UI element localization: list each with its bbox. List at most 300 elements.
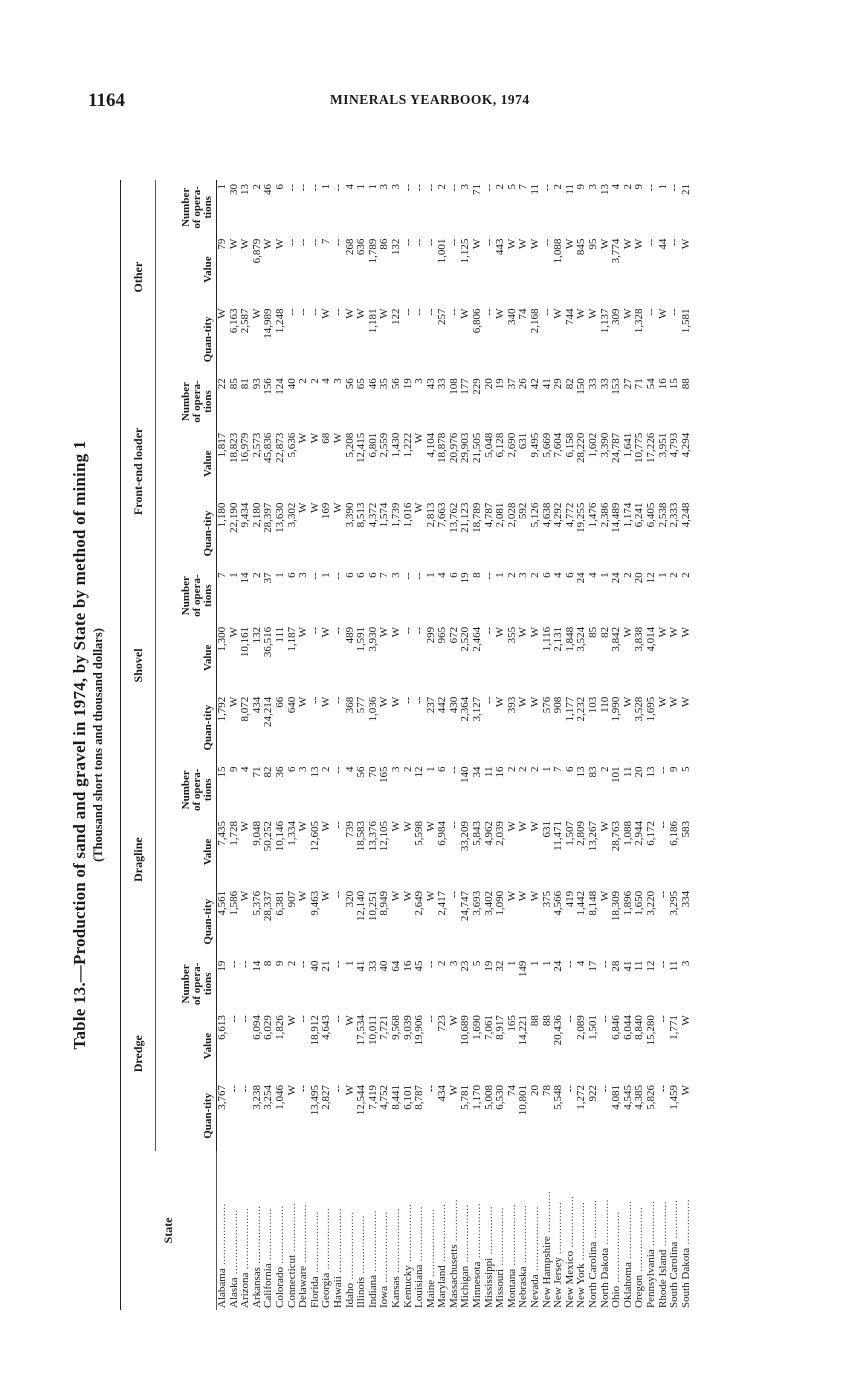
quantity-cell: W: [308, 502, 321, 513]
value-cell: 631: [517, 432, 530, 450]
quantity-cell: 3,302: [285, 502, 298, 528]
value-cell: 965: [436, 626, 449, 644]
quantity-cell: W: [517, 696, 530, 708]
value-cell: 1,187: [285, 626, 298, 652]
operations-cell: 2: [494, 184, 507, 190]
quantity-cell: --: [285, 308, 298, 316]
table-row: [368, 180, 380, 1310]
quantity-cell: 3,238: [250, 1084, 263, 1110]
operations-cell: 3: [413, 378, 426, 384]
value-cell: 6,879: [250, 238, 263, 264]
column-subheader: Value: [156, 817, 217, 887]
state-name: South Dakota: [679, 1247, 692, 1308]
operations-cell: 71: [471, 184, 484, 195]
quantity-cell: --: [401, 308, 414, 316]
quantity-cell: --: [424, 308, 437, 316]
quantity-cell: 6,530: [494, 1084, 507, 1110]
quantity-cell: 320: [343, 890, 356, 908]
value-cell: 3,842: [610, 626, 623, 652]
state-name-cell: Delaware ..................: [297, 1204, 310, 1308]
table-row: [321, 180, 333, 1310]
operations-cell: 40: [308, 960, 321, 972]
state-name-cell: South Dakota ..............: [679, 1199, 692, 1308]
operations-cell: 46: [366, 378, 379, 390]
operations-cell: 12: [644, 572, 657, 584]
operations-cell: --: [331, 572, 344, 580]
state-name-cell: North Carolina ............: [587, 1199, 599, 1308]
value-cell: 6,846: [610, 1015, 623, 1040]
value-cell: --: [239, 1015, 252, 1023]
operations-cell: 26: [517, 378, 530, 390]
quantity-cell: W: [494, 308, 507, 319]
table-row: [379, 180, 391, 1310]
value-cell: 583: [679, 821, 692, 838]
operations-cell: 2: [517, 766, 530, 773]
operations-cell: --: [447, 184, 460, 192]
state-name-cell: South Carolina ............: [668, 1199, 681, 1308]
value-cell: W: [262, 238, 275, 250]
table-row: [623, 180, 635, 1310]
quantity-cell: 1,459: [668, 1084, 681, 1110]
quantity-cell: 7,663: [436, 502, 449, 528]
value-cell: 10,011: [366, 1015, 379, 1046]
value-cell: 44: [656, 238, 669, 250]
quantity-cell: 1,328: [633, 308, 646, 334]
value-cell: 14,221: [517, 1015, 530, 1046]
value-cell: 2,089: [575, 1015, 588, 1040]
value-cell: 45,836: [262, 432, 275, 464]
quantity-cell: 1,574: [378, 502, 391, 528]
quantity-cell: W: [343, 308, 356, 319]
state-name-cell: New Hampshire .............: [540, 1190, 553, 1308]
operations-cell: 11: [563, 184, 576, 195]
operations-cell: 64: [389, 960, 402, 972]
state-name: Delaware: [297, 1265, 310, 1308]
value-cell: 7: [320, 238, 333, 245]
operations-cell: 33: [436, 378, 449, 390]
state-name: Missouri: [494, 1268, 507, 1308]
operations-cell: 6: [540, 572, 553, 578]
operations-cell: 177: [459, 378, 472, 395]
operations-cell: 4: [239, 766, 252, 773]
quantity-cell: W: [459, 308, 472, 319]
state-name-cell: Arkansas ..................: [250, 1205, 263, 1308]
value-cell: 29,903: [459, 432, 472, 464]
operations-cell: 70: [366, 766, 379, 778]
operations-cell: --: [239, 960, 252, 968]
state-name-cell: Connecticut ...............: [285, 1202, 298, 1308]
table-row: [611, 180, 623, 1310]
state-name: New York: [575, 1263, 588, 1308]
operations-cell: --: [598, 960, 611, 968]
operations-cell: 4: [575, 960, 588, 967]
operations-cell: 27: [621, 378, 634, 390]
value-cell: 9,048: [250, 821, 263, 846]
operations-cell: 81: [239, 378, 252, 390]
state-name-cell: Alaska ....................: [227, 1209, 240, 1308]
value-cell: 3,524: [575, 626, 588, 652]
value-cell: W: [273, 238, 286, 250]
state-name: Louisiana: [413, 1264, 426, 1308]
operations-cell: 6: [285, 572, 298, 578]
operations-cell: --: [331, 960, 344, 968]
state-name-cell: Florida ...................: [308, 1211, 321, 1308]
quantity-cell: W: [505, 890, 518, 902]
quantity-cell: 1,272: [575, 1084, 588, 1110]
quantity-cell: --: [413, 308, 426, 316]
operations-cell: 71: [633, 378, 646, 390]
value-cell: W: [668, 626, 681, 638]
operations-cell: 140: [459, 766, 472, 784]
value-cell: 672: [447, 626, 460, 644]
quantity-cell: 8,072: [239, 696, 252, 722]
operations-cell: --: [285, 184, 298, 192]
operations-cell: 30: [227, 184, 240, 195]
table-row: [484, 180, 496, 1310]
quantity-cell: 10,801: [517, 1084, 530, 1116]
value-cell: 50,252: [262, 821, 275, 852]
group-header-front-end-loader: Front-end loader: [121, 374, 156, 568]
table-row: [518, 180, 530, 1310]
quantity-cell: 21,123: [459, 502, 472, 533]
operations-cell: 3: [459, 184, 472, 190]
state-name-cell: Illinois ..................: [355, 1215, 368, 1308]
operations-cell: --: [482, 572, 495, 580]
quantity-cell: 1,476: [587, 502, 599, 528]
state-name-cell: Mississippi ...............: [482, 1205, 495, 1308]
operations-cell: 17: [587, 960, 599, 972]
quantity-cell: W: [320, 308, 333, 319]
running-title: MINERALS YEARBOOK, 1974: [330, 92, 530, 107]
quantity-cell: 4,248: [679, 502, 692, 528]
value-cell: W: [331, 432, 344, 444]
quantity-cell: 4,385: [633, 1084, 646, 1110]
value-cell: 4,643: [320, 1015, 333, 1040]
state-name: Maryland: [436, 1265, 449, 1308]
quantity-cell: 1,990: [610, 696, 623, 722]
quantity-cell: 1,695: [644, 696, 657, 722]
quantity-cell: --: [482, 696, 495, 705]
operations-cell: 6: [285, 766, 298, 773]
quantity-cell: 922: [587, 1084, 599, 1102]
quantity-cell: 1,181: [366, 308, 379, 334]
quantity-cell: 169: [320, 502, 333, 520]
value-cell: 1,591: [355, 626, 368, 652]
value-cell: W: [505, 821, 518, 832]
quantity-cell: 419: [563, 890, 576, 908]
operations-cell: --: [331, 184, 344, 192]
production-table: [120, 180, 692, 1310]
quantity-cell: 1,442: [575, 890, 588, 916]
quantity-cell: 5,376: [250, 890, 263, 916]
operations-cell: 9: [227, 766, 240, 773]
quantity-cell: 4,081: [610, 1084, 623, 1110]
operations-cell: --: [297, 184, 310, 192]
operations-cell: 9: [273, 960, 286, 967]
column-subheader: Value: [156, 1011, 217, 1081]
quantity-cell: W: [355, 308, 368, 319]
state-name: Colorado: [273, 1267, 286, 1308]
value-cell: 3,930: [366, 626, 379, 652]
operations-cell: 29: [552, 378, 565, 390]
value-cell: 88: [540, 1015, 553, 1027]
state-name: North Carolina: [587, 1241, 599, 1308]
value-cell: W: [471, 238, 484, 250]
quantity-cell: 908: [552, 696, 565, 714]
quantity-cell: W: [297, 890, 310, 902]
operations-cell: 19: [494, 378, 507, 390]
quantity-cell: 13,495: [308, 1084, 321, 1116]
operations-cell: 3: [297, 572, 310, 578]
operations-cell: 165: [378, 766, 391, 784]
quantity-cell: 434: [436, 1084, 449, 1102]
quantity-cell: 22,190: [227, 502, 240, 533]
value-cell: 631: [540, 821, 553, 838]
quantity-cell: 28,337: [262, 890, 275, 922]
operations-cell: 14: [250, 960, 263, 972]
operations-cell: --: [482, 184, 495, 192]
quantity-cell: W: [285, 1084, 298, 1096]
value-cell: 79: [216, 238, 228, 250]
value-cell: 9,568: [389, 1015, 402, 1040]
quantity-cell: 3,254: [262, 1084, 275, 1110]
operations-cell: 42: [529, 378, 542, 390]
state-name-cell: Idaho .....................: [343, 1211, 356, 1308]
value-cell: 10,775: [633, 432, 646, 464]
value-cell: W: [389, 821, 402, 832]
state-name-cell: Oklahoma ..................: [621, 1200, 634, 1308]
value-cell: W: [343, 1015, 356, 1026]
quantity-cell: --: [424, 1084, 437, 1093]
value-cell: 12,105: [378, 821, 391, 852]
quantity-cell: W: [297, 502, 310, 513]
operations-cell: 2: [401, 766, 414, 773]
quantity-cell: 375: [540, 890, 553, 908]
operations-cell: --: [424, 960, 437, 968]
quantity-cell: 10,251: [366, 890, 379, 922]
quantity-cell: W: [621, 308, 634, 319]
quantity-cell: W: [529, 890, 542, 902]
operations-cell: 1: [227, 572, 240, 578]
table-row: [333, 180, 345, 1310]
operations-cell: 13: [239, 184, 252, 195]
quantity-cell: W: [494, 696, 507, 708]
value-cell: --: [401, 238, 414, 246]
column-subheader: Quan-tity: [156, 499, 217, 569]
quantity-cell: 2,333: [668, 502, 681, 528]
operations-cell: 37: [505, 378, 518, 390]
table-row: [217, 180, 229, 1310]
table-row: [530, 180, 542, 1310]
value-cell: 4,793: [668, 432, 681, 458]
quantity-cell: 8,441: [389, 1084, 402, 1110]
operations-cell: 7: [552, 766, 565, 773]
value-cell: 6,029: [262, 1015, 275, 1040]
quantity-cell: 237: [424, 696, 437, 714]
quantity-cell: 9,463: [308, 890, 321, 916]
operations-cell: 93: [250, 378, 263, 390]
value-cell: 489: [343, 626, 356, 644]
operations-cell: 21: [679, 184, 692, 195]
value-cell: --: [447, 238, 460, 246]
state-name: Indiana: [366, 1275, 379, 1308]
quantity-cell: 1,650: [633, 890, 646, 916]
operations-cell: 2: [621, 572, 634, 578]
quantity-cell: 5,548: [552, 1084, 565, 1110]
operations-cell: 1: [366, 184, 379, 190]
column-subheader: Quan-tity: [156, 304, 217, 374]
operations-cell: 12: [644, 960, 657, 972]
value-cell: 2,559: [378, 432, 391, 458]
operations-cell: 2: [250, 572, 263, 578]
operations-cell: 19: [459, 572, 472, 584]
operations-cell: 4: [436, 572, 449, 578]
value-cell: 845: [575, 238, 588, 256]
operations-cell: 28: [610, 960, 623, 972]
operations-cell: 3: [389, 572, 402, 578]
value-cell: W: [378, 626, 391, 638]
quantity-cell: --: [668, 308, 681, 316]
quantity-cell: 576: [540, 696, 553, 714]
quantity-cell: 8,148: [587, 890, 599, 916]
quantity-cell: 74: [517, 308, 530, 320]
value-cell: 21,505: [471, 432, 484, 464]
operations-cell: 156: [262, 378, 275, 395]
quantity-cell: 122: [389, 308, 402, 325]
value-cell: --: [401, 626, 414, 635]
value-cell: 3,390: [598, 432, 611, 458]
operations-cell: 24: [552, 960, 565, 972]
quantity-cell: 74: [505, 1084, 518, 1096]
operations-cell: --: [227, 960, 240, 968]
operations-cell: 9: [633, 184, 646, 190]
value-cell: 2,131: [552, 626, 565, 652]
operations-cell: 33: [366, 960, 379, 972]
quantity-cell: --: [447, 890, 460, 899]
value-cell: 1,300: [216, 626, 228, 652]
value-cell: 12,605: [308, 821, 321, 852]
table-row: [437, 180, 449, 1310]
quantity-cell: 3,127: [471, 696, 484, 722]
operations-cell: 9: [575, 184, 588, 190]
quantity-cell: 5,126: [529, 502, 542, 528]
table-row: [414, 180, 426, 1310]
value-cell: 24,787: [610, 432, 623, 464]
state-name-cell: Georgia ...................: [320, 1207, 333, 1308]
operations-cell: 56: [389, 378, 402, 390]
operations-cell: 83: [587, 766, 599, 778]
operations-cell: 8: [262, 960, 275, 967]
state-name-cell: Kentucky ..................: [401, 1203, 414, 1308]
operations-cell: 4: [320, 378, 333, 384]
state-column-header: State: [121, 1151, 217, 1310]
quantity-cell: 4,372: [366, 502, 379, 528]
value-cell: 1,125: [459, 238, 472, 264]
quantity-cell: 2,081: [494, 502, 507, 528]
quantity-cell: 19,255: [575, 502, 588, 533]
state-name-cell: Montana ...................: [505, 1203, 518, 1308]
quantity-cell: --: [644, 308, 657, 316]
operations-cell: 14: [239, 572, 252, 584]
operations-cell: 1: [494, 572, 507, 578]
quantity-cell: W: [216, 308, 228, 319]
operations-cell: 8: [471, 572, 484, 578]
quantity-cell: 1,016: [401, 502, 414, 528]
value-cell: 1,430: [389, 432, 402, 458]
value-cell: 1,001: [436, 238, 449, 264]
quantity-cell: 5,781: [459, 1084, 472, 1110]
value-cell: 82: [598, 626, 611, 638]
value-cell: W: [308, 432, 321, 444]
quantity-cell: 334: [679, 890, 692, 908]
value-cell: 6,158: [563, 432, 576, 458]
state-name: Arkansas: [250, 1267, 263, 1308]
value-cell: 17,226: [644, 432, 657, 464]
operations-cell: 13: [575, 766, 588, 778]
column-subheader: Value: [156, 429, 217, 499]
value-cell: --: [227, 1015, 240, 1023]
table-row: [669, 180, 681, 1310]
quantity-cell: 4,566: [552, 890, 565, 916]
value-cell: 8,840: [633, 1015, 646, 1040]
value-cell: --: [447, 821, 460, 829]
state-name-cell: Oregon ....................: [633, 1206, 646, 1308]
table-row: [460, 180, 472, 1310]
group-header-dredge: Dredge: [121, 957, 156, 1151]
state-name: Oregon: [633, 1275, 646, 1308]
quantity-cell: 13,630: [273, 502, 286, 533]
value-cell: 1,848: [563, 626, 576, 652]
quantity-cell: W: [250, 308, 263, 319]
operations-cell: 35: [378, 378, 391, 390]
value-cell: 13,267: [587, 821, 599, 852]
operations-cell: 1: [598, 572, 611, 578]
table-row: [565, 180, 577, 1310]
quantity-cell: 4,752: [378, 1084, 391, 1110]
state-name: Alaska: [227, 1277, 240, 1308]
operations-cell: 6: [563, 572, 576, 578]
operations-cell: 2: [505, 766, 518, 773]
quantity-cell: W: [401, 890, 414, 902]
value-cell: W: [679, 626, 692, 638]
state-name: California: [262, 1263, 275, 1308]
value-cell: --: [540, 238, 553, 246]
value-cell: 13,376: [366, 821, 379, 852]
value-cell: W: [447, 1015, 460, 1026]
quantity-cell: 2,028: [505, 502, 518, 528]
operations-cell: 1: [424, 766, 437, 773]
group-header-shovel: Shovel: [121, 568, 156, 762]
quantity-cell: --: [401, 696, 414, 705]
quantity-cell: 4,638: [540, 502, 553, 528]
table-row: [252, 180, 264, 1310]
quantity-cell: 640: [285, 696, 298, 714]
operations-cell: 149: [517, 960, 530, 978]
value-cell: --: [482, 238, 495, 246]
quantity-cell: 20: [529, 1084, 542, 1096]
operations-cell: 21: [320, 960, 333, 972]
value-cell: 2,809: [575, 821, 588, 846]
value-cell: 3,951: [656, 432, 669, 458]
table-row: [356, 180, 368, 1310]
operations-cell: 1: [343, 960, 356, 967]
state-name: Idaho: [343, 1282, 356, 1308]
value-cell: 17,534: [355, 1015, 368, 1046]
quantity-cell: 6,101: [401, 1084, 414, 1110]
quantity-cell: 577: [355, 696, 368, 714]
value-cell: W: [656, 626, 669, 638]
state-name-cell: Minnesota .................: [471, 1203, 484, 1308]
